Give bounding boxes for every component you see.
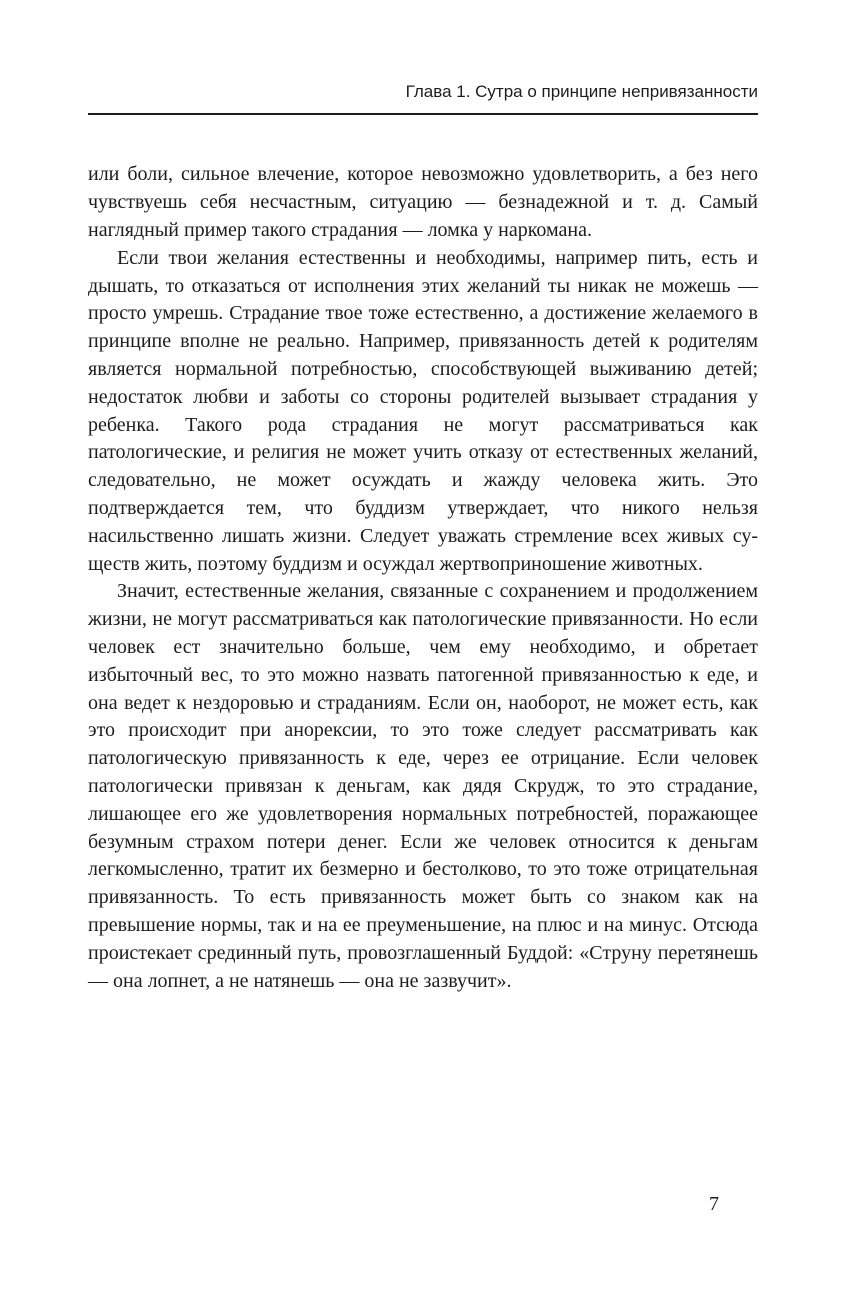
page-number: 7 [709,1193,719,1215]
paragraph-1: или боли, сильное влечение, которое невозможно удовлетворить, а без него чувствуешь себя несчастным, ситуацию — безнадежной и т. д. Самый наглядный пример такого страдания — ломка у наркомана. [88,163,758,241]
paragraph-3: Значит, естественные желания, связанные с сохранением и продолжением жизни, не могут рассматриваться как патологические привязанности. Но если человек ест значительно больше, чем ему необходимо, и обретает избыточный вес, то это можно назвать патогенной привязанностью к еде, и она ведет к нездоровью и страданиям. Если он, наоборот, не может есть, как это происходит при анорексии, то это тоже следует рассматривать как патологическую привязанность к еде, через ее отрицание. Если человек патологически привязан к деньгам, как дядя Скрудж, то это страдание, лишающее его же удовлетворения нормальных потребностей, поражающее безумным страхом потери денег. Если же человек относится к деньгам легкомысленно, тратит их безмерно и бестолково, то это тоже отрицательная привязанность. То есть привязанность может быть со знаком как на превышение нормы, так и на ее преуменьшение, на плюс и на минус. Отсюда проистекает срединный путь, провозглашенный Буддой: «Струну перетянешь — она лопнет, а не натянешь — она не зазвучит». [88,580,758,992]
page-body [88,161,758,995]
running-head [88,82,758,115]
chapter-running-title: Глава 1. Сутра о принципе непривязанности [405,82,758,101]
paragraph-2: Если твои желания естественны и необходимы, например пить, есть и дышать, то отказаться от исполнения этих желаний ты никак не можешь — просто умрешь. Страдание твое тоже естественно, а достижение желаемого в принципе вполне не реально. Например, привязанность детей к родителям является нормальной потребностью, способствующей выживанию детей; недостаток любви и заботы со стороны родителей вызывает страдания у ребенка. Такого рода страдания не могут рассматриваться как патологические, и религия не может учить отказу от естественных желаний, следовательно, не может осуждать и жажду человека жить. Это подтверждается тем, что буддизм утверждает, что никого нельзя насильственно лишать жизни. Следует уважать стремление всех живых существ жить, поэтому буддизм и осуждал жертвоприношение животных. [88,246,758,575]
